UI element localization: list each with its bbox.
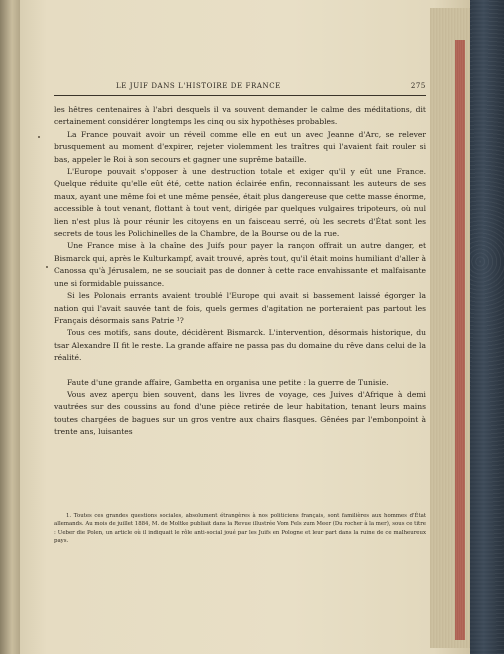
running-header bbox=[54, 80, 426, 94]
footnote: 1. Toutes ces grandes questions sociales, absolument étrangères à nos politiciens français, sont familières aux hommes d'État allemands. Au mois de juillet 1884, M. de Moltke publiait dans la Revue illustrée Vom Fels zum Meer (Du rocher à la mer), sous ce titre : Ueber die Polen, un article où il indiquait le rôle anti-social joué par les Juifs en Pologne et leur part dans la ruine de ce malheureux pays. bbox=[54, 513, 426, 544]
paragraph: La France pouvait avoir un réveil comme elle en eut un avec Jeanne d'Arc, se relever brusquement au moment d'expirer, rejeter violemment les traîtres qui l'avaient fait rouler si bas, appeler le Roi à son secours et gagner une suprême bataille. bbox=[54, 129, 426, 164]
main-text bbox=[54, 104, 426, 439]
left-page-edge bbox=[0, 0, 20, 654]
paragraph: Tous ces motifs, sans doute, décidèrent Bismarck. L'intervention, désormais historique, du tsar Alexandre II fit le reste. La grande affaire ne passa pas du domaine du rêve dans celui de la réalité. bbox=[54, 328, 426, 363]
red-page-edges bbox=[455, 40, 465, 640]
paragraph: les hêtres centenaires à l'abri desquels il va souvent demander le calme des méditations, dit certainement considérer longtemps les cinq ou six hypothèses probables. bbox=[54, 105, 426, 127]
paragraph: Si les Polonais errants avaient troublé l'Europe qui avait si bassement laissé égorger la nation qui l'avait sauvée tant de fois, quels germes d'agitation ne porteraient pas partout les Français désormais sans Patrie ¹? bbox=[54, 291, 426, 325]
ink-speck bbox=[38, 136, 40, 138]
ink-speck bbox=[46, 266, 48, 268]
page-number: 275 bbox=[410, 82, 426, 90]
paragraph: Une France mise à la chaîne des Juifs pour payer la rançon offrait un autre danger, et Bismarck qui, après le Kulturkampf, avait trouvé, après tout, qu'il était moins humiliant d'aller à Canossa qu'à Jérusalem, ne se souciait pas de donner à cette race envahissante et malfaisante une si formidable puissance. bbox=[54, 241, 426, 288]
paragraph: L'Europe pouvait s'opposer à une destruction totale et exiger qu'il y eût une France. Quelque réduite qu'elle eût été, cette nation éclairée enfin, reconnaissant les auteurs de ses maux, ayant une même foi et une même pensée, était plus dangereuse que cette masse énorme, accessible à tout venant, flottant à tout vent, dirigée par quelques vulgaires tripoteurs, où nul lien n'est plus là pour réunir les citoyens en un faisceau serré, où les secrets d'État sont les secrets de tous les Polichinelles de la Chambre, de la Bourse ou de la rue. bbox=[54, 167, 426, 239]
paragraph: Vous avez aperçu bien souvent, dans les livres de voyage, ces Juives d'Afrique à demi vautrées sur des coussins au fond d'une pièce retirée de leur habitation, tenant leurs mains toutes chargées de bagues sur un gros ventre aux chairs flasques. Gênées par l'embonpoint à trente ans, luisantes bbox=[54, 389, 426, 437]
marbled-cover bbox=[470, 0, 504, 654]
running-title: LE JUIF DANS L'HISTOIRE DE FRANCE bbox=[116, 82, 281, 90]
header-rule bbox=[54, 95, 426, 96]
paragraph: Faute d'une grande affaire, Gambetta en organisa une petite : la guerre de Tunisie. bbox=[67, 377, 389, 387]
